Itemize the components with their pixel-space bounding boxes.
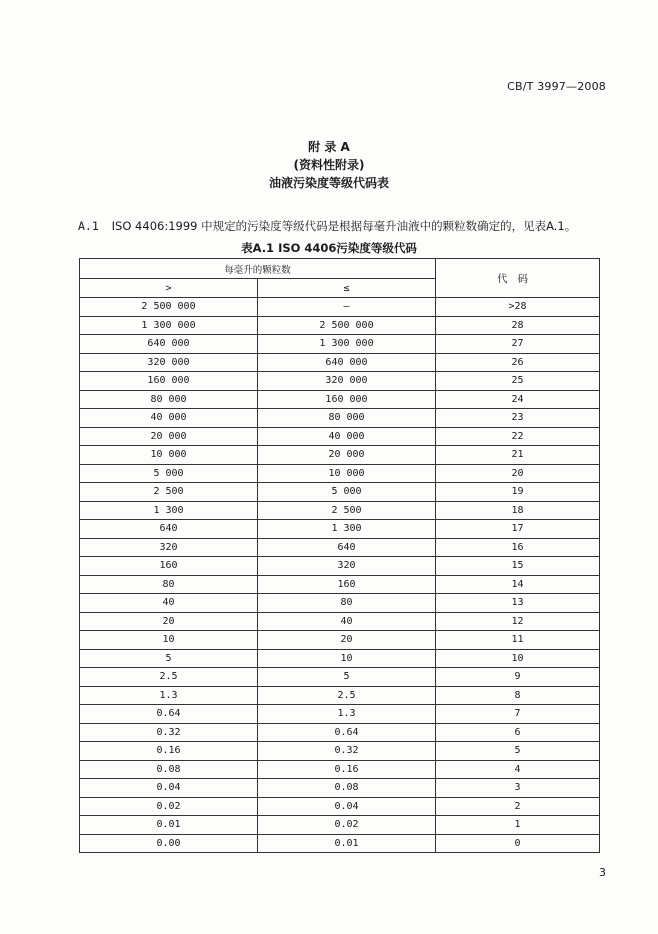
less-equal-cell: 20 bbox=[258, 631, 436, 650]
table-row bbox=[80, 520, 600, 539]
less-equal-cell: 5 bbox=[258, 668, 436, 687]
appendix-title: 附 录 A bbox=[308, 140, 350, 154]
table-row bbox=[80, 446, 600, 465]
greater-than-cell: 2.5 bbox=[80, 668, 258, 687]
table-row bbox=[80, 705, 600, 724]
code-cell: 13 bbox=[436, 594, 600, 613]
code-cell: 23 bbox=[436, 409, 600, 428]
less-equal-cell: 80 bbox=[258, 594, 436, 613]
less-equal-cell: 1.3 bbox=[258, 705, 436, 724]
greater-than-cell: 0.08 bbox=[80, 760, 258, 779]
code-cell: 0 bbox=[436, 834, 600, 853]
code-cell: 21 bbox=[436, 446, 600, 465]
table-row bbox=[80, 779, 600, 798]
greater-than-cell: 20 000 bbox=[80, 427, 258, 446]
code-cell: 7 bbox=[436, 705, 600, 724]
less-equal-cell: 1 300 bbox=[258, 520, 436, 539]
greater-than-header: > bbox=[80, 279, 258, 298]
less-equal-cell: — bbox=[258, 298, 436, 317]
code-column-header: 代码 bbox=[436, 259, 600, 298]
table-body bbox=[80, 298, 600, 853]
table-row bbox=[80, 557, 600, 576]
table-row bbox=[80, 390, 600, 409]
clause-text: ISO 4406:1999 中规定的污染度等级代码是根据每毫升油液中的颗粒数确定的，见表A.1。 bbox=[111, 219, 577, 233]
table-row bbox=[80, 409, 600, 428]
less-equal-cell: 0.04 bbox=[258, 797, 436, 816]
table-row bbox=[80, 816, 600, 835]
code-cell: 24 bbox=[436, 390, 600, 409]
code-cell: 1 bbox=[436, 816, 600, 835]
table-caption: 表A.1 ISO 4406污染度等级代码 bbox=[241, 241, 417, 255]
greater-than-cell: 1.3 bbox=[80, 686, 258, 705]
greater-than-cell: 640 bbox=[80, 520, 258, 539]
less-equal-cell: 10 bbox=[258, 649, 436, 668]
table-row bbox=[80, 538, 600, 557]
less-equal-cell: 0.16 bbox=[258, 760, 436, 779]
greater-than-cell: 0.32 bbox=[80, 723, 258, 742]
code-cell: 3 bbox=[436, 779, 600, 798]
table-row bbox=[80, 742, 600, 761]
code-cell: 2 bbox=[436, 797, 600, 816]
less-equal-cell: 640 000 bbox=[258, 353, 436, 372]
code-cell: 4 bbox=[436, 760, 600, 779]
table-row bbox=[80, 483, 600, 502]
greater-than-cell: 20 bbox=[80, 612, 258, 631]
greater-than-cell: 0.02 bbox=[80, 797, 258, 816]
less-equal-cell: 0.01 bbox=[258, 834, 436, 853]
less-equal-cell: 0.08 bbox=[258, 779, 436, 798]
greater-than-cell: 0.64 bbox=[80, 705, 258, 724]
greater-than-cell: 0.16 bbox=[80, 742, 258, 761]
code-cell: 15 bbox=[436, 557, 600, 576]
greater-than-cell: 0.04 bbox=[80, 779, 258, 798]
less-equal-cell: 160 bbox=[258, 575, 436, 594]
table-row bbox=[80, 649, 600, 668]
code-cell: 20 bbox=[436, 464, 600, 483]
greater-than-cell: 160 bbox=[80, 557, 258, 576]
less-equal-cell: 40 000 bbox=[258, 427, 436, 446]
greater-than-cell: 80 000 bbox=[80, 390, 258, 409]
less-equal-cell: 80 000 bbox=[258, 409, 436, 428]
code-cell: 10 bbox=[436, 649, 600, 668]
less-equal-cell: 320 bbox=[258, 557, 436, 576]
greater-than-cell: 40 bbox=[80, 594, 258, 613]
less-equal-cell: 10 000 bbox=[258, 464, 436, 483]
table-row bbox=[80, 372, 600, 391]
less-equal-cell: 2 500 bbox=[258, 501, 436, 520]
greater-than-cell: 640 000 bbox=[80, 335, 258, 354]
greater-than-cell: 160 000 bbox=[80, 372, 258, 391]
table-row bbox=[80, 797, 600, 816]
code-cell: 28 bbox=[436, 316, 600, 335]
code-cell: 16 bbox=[436, 538, 600, 557]
code-cell: 5 bbox=[436, 742, 600, 761]
intro-paragraph bbox=[78, 218, 598, 234]
code-cell: 14 bbox=[436, 575, 600, 594]
appendix-name: 油液污染度等级代码表 bbox=[268, 176, 389, 190]
table-row bbox=[80, 631, 600, 650]
code-cell: 25 bbox=[436, 372, 600, 391]
code-cell: 27 bbox=[436, 335, 600, 354]
code-cell: 11 bbox=[436, 631, 600, 650]
standard-code: CB/T 3997—2008 bbox=[507, 80, 606, 93]
code-cell: 18 bbox=[436, 501, 600, 520]
table-row bbox=[80, 594, 600, 613]
less-equal-cell: 1 300 000 bbox=[258, 335, 436, 354]
greater-than-cell: 0.01 bbox=[80, 816, 258, 835]
particle-count-header: 每毫升的颗粒数 bbox=[80, 259, 436, 279]
page-number: 3 bbox=[599, 866, 606, 879]
table-row bbox=[80, 464, 600, 483]
greater-than-cell: 5 bbox=[80, 649, 258, 668]
code-cell: 6 bbox=[436, 723, 600, 742]
greater-than-cell: 10 000 bbox=[80, 446, 258, 465]
less-equal-cell: 2.5 bbox=[258, 686, 436, 705]
table-row bbox=[80, 298, 600, 317]
table-row bbox=[80, 575, 600, 594]
table-row bbox=[80, 316, 600, 335]
less-equal-cell: 0.02 bbox=[258, 816, 436, 835]
appendix-subtitle: (资料性附录) bbox=[293, 158, 365, 172]
greater-than-cell: 0.00 bbox=[80, 834, 258, 853]
less-equal-cell: 0.64 bbox=[258, 723, 436, 742]
less-equal-cell: 160 000 bbox=[258, 390, 436, 409]
code-cell: 19 bbox=[436, 483, 600, 502]
table-row bbox=[80, 723, 600, 742]
code-cell: 8 bbox=[436, 686, 600, 705]
table-row bbox=[80, 612, 600, 631]
clause-number: A.1 bbox=[78, 219, 99, 233]
greater-than-cell: 2 500 bbox=[80, 483, 258, 502]
greater-than-cell: 320 000 bbox=[80, 353, 258, 372]
table-row bbox=[80, 501, 600, 520]
table-row bbox=[80, 834, 600, 853]
code-cell: 26 bbox=[436, 353, 600, 372]
less-equal-cell: 320 000 bbox=[258, 372, 436, 391]
less-equal-cell: 0.32 bbox=[258, 742, 436, 761]
less-equal-cell: 2 500 000 bbox=[258, 316, 436, 335]
table-row bbox=[80, 686, 600, 705]
greater-than-cell: 40 000 bbox=[80, 409, 258, 428]
table-row bbox=[80, 668, 600, 687]
code-cell: 17 bbox=[436, 520, 600, 539]
appendix-heading bbox=[0, 138, 658, 192]
less-equal-cell: 5 000 bbox=[258, 483, 436, 502]
less-equal-cell: 640 bbox=[258, 538, 436, 557]
table-row bbox=[80, 427, 600, 446]
less-equal-header: ≤ bbox=[258, 279, 436, 298]
greater-than-cell: 5 000 bbox=[80, 464, 258, 483]
greater-than-cell: 80 bbox=[80, 575, 258, 594]
greater-than-cell: 1 300 bbox=[80, 501, 258, 520]
table-row bbox=[80, 353, 600, 372]
less-equal-cell: 20 000 bbox=[258, 446, 436, 465]
less-equal-cell: 40 bbox=[258, 612, 436, 631]
greater-than-cell: 10 bbox=[80, 631, 258, 650]
contamination-code-table bbox=[79, 258, 600, 853]
code-cell: 9 bbox=[436, 668, 600, 687]
code-cell: 22 bbox=[436, 427, 600, 446]
code-cell: >28 bbox=[436, 298, 600, 317]
greater-than-cell: 2 500 000 bbox=[80, 298, 258, 317]
greater-than-cell: 1 300 000 bbox=[80, 316, 258, 335]
code-cell: 12 bbox=[436, 612, 600, 631]
table-row bbox=[80, 335, 600, 354]
greater-than-cell: 320 bbox=[80, 538, 258, 557]
table-row bbox=[80, 760, 600, 779]
